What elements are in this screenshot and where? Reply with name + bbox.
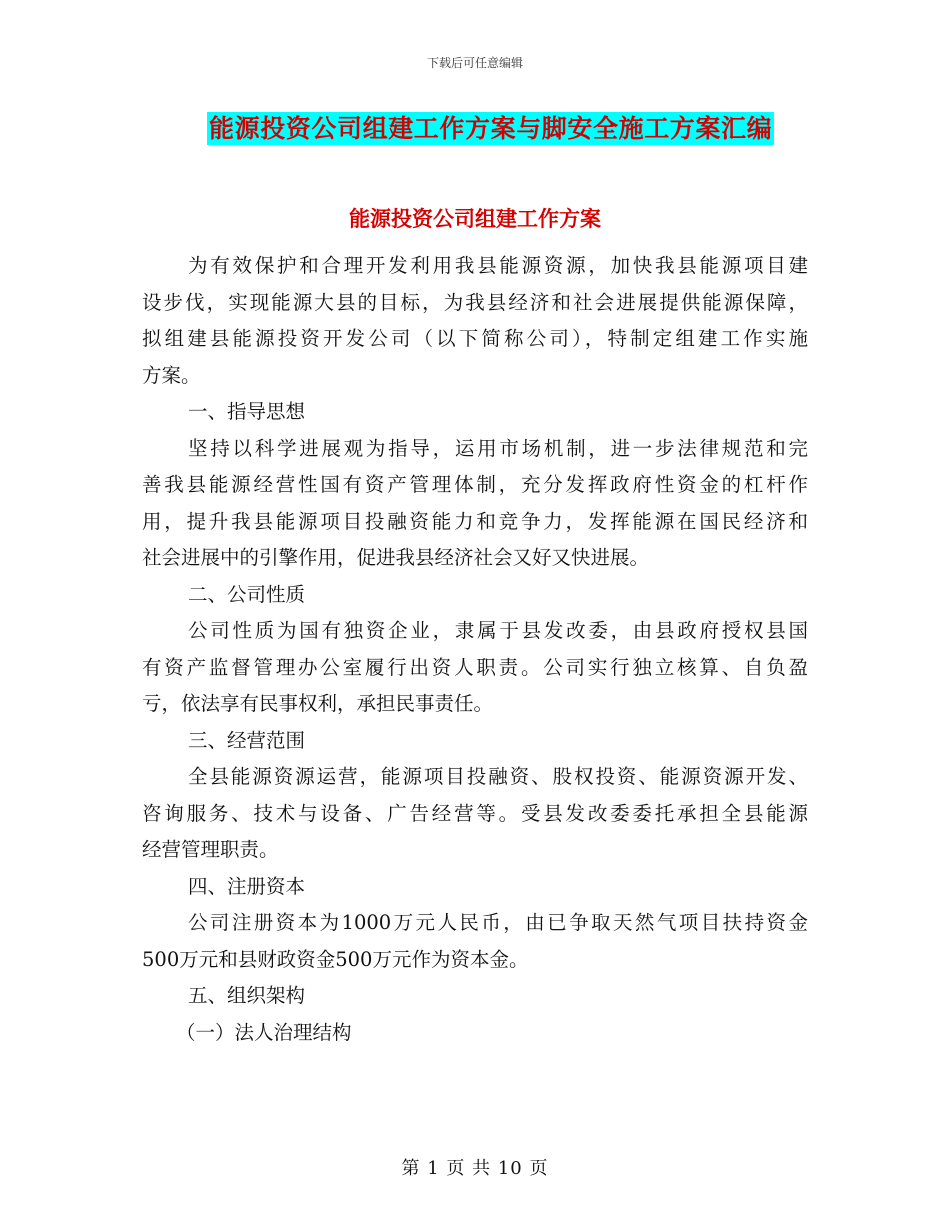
paragraph-line: 社会进展中的引擎作用，促进我县经济社会又好又快进展。 xyxy=(142,546,650,569)
paragraph-line: 设步伐，实现能源大县的目标，为我县经济和社会进展提供能源保障， xyxy=(142,290,808,314)
paragraph-line: 咨询服务、技术与设备、广告经营等。受县发改委委托承担全县能源 xyxy=(142,801,808,825)
document-main-title: 能源投资公司组建工作方案与脚安全施工方案汇编 xyxy=(209,114,773,143)
paragraph-line: 善我县能源经营性国有资产管理体制，充分发挥政府性资金的杠杆作 xyxy=(142,473,808,496)
paragraph-line: 拟组建县能源投资开发公司（以下简称公司），特制定组建工作实施 xyxy=(142,327,808,350)
document-body xyxy=(142,248,808,1051)
paragraph-line: 经营管理职责。 xyxy=(142,838,279,861)
header-note: 下载后可任意编辑 xyxy=(426,56,523,70)
paragraph-line: 有资产监督管理办公室履行出资人职责。公司实行独立核算、自负盈 xyxy=(142,655,808,679)
page-footer: 第 1 页 共 10 页 xyxy=(401,1158,549,1179)
section-heading: 一、指导思想 xyxy=(188,400,306,423)
paragraph-line: 公司注册资本为1000万元人民币，由已争取天然气项目扶持资金 xyxy=(188,911,808,934)
paragraph-line: 为有效保护和合理开发利用我县能源资源，加快我县能源项目建 xyxy=(188,254,808,277)
paragraph-line: 全县能源资源运营，能源项目投融资、股权投资、能源资源开发、 xyxy=(188,765,808,788)
section-heading: 四、注册资本 xyxy=(188,874,306,898)
paragraph-line: 公司性质为国有独资企业，隶属于县发改委，由县政府授权县国 xyxy=(188,619,808,642)
paragraph-line: 坚持以科学进展观为指导，运用市场机制，进一步法律规范和完 xyxy=(188,436,808,460)
paragraph-line: 方案。 xyxy=(142,363,201,387)
paragraph-line: 500万元和县财政资金500万元作为资本金。 xyxy=(142,947,529,971)
section-heading: 二、公司性质 xyxy=(188,582,306,606)
subsection-heading: （一）法人治理结构 xyxy=(176,1020,352,1044)
section-heading: 五、组织架构 xyxy=(188,984,306,1007)
section-heading: 三、经营范围 xyxy=(188,728,306,752)
paragraph-line: 亏，依法享有民事权利，承担民事责任。 xyxy=(142,692,494,715)
section-title: 能源投资公司组建工作方案 xyxy=(349,206,601,231)
paragraph-line: 用，提升我县能源项目投融资能力和竞争力，发挥能源在国民经济和 xyxy=(142,509,808,533)
